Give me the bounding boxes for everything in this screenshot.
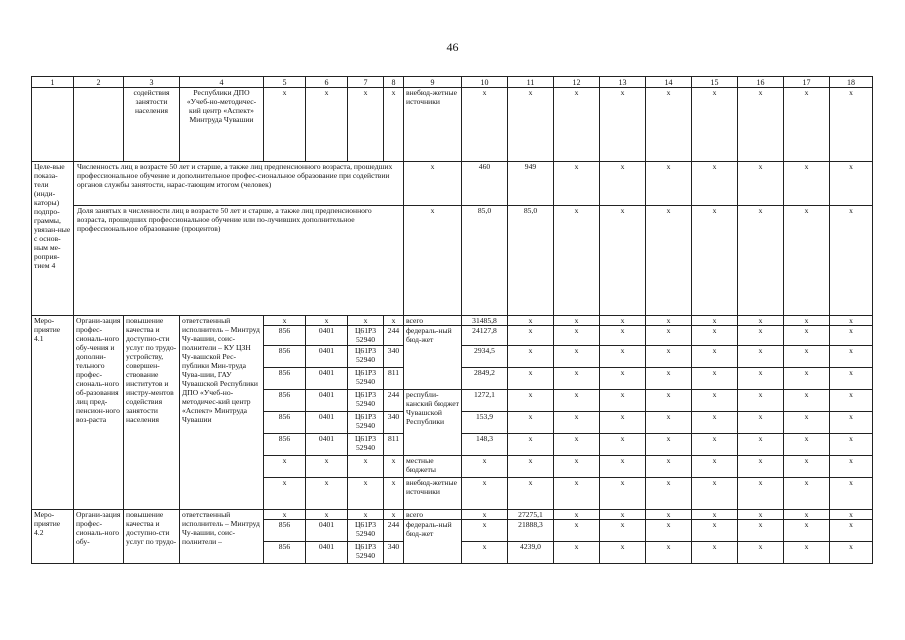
table-cell: x [830,206,873,316]
table-cell: x [554,412,600,434]
table-cell: x [554,520,600,542]
table-cell: x [830,478,873,510]
table-cell: x [692,368,738,390]
table-cell: x [830,412,873,434]
table-cell: x [738,520,784,542]
table-cell: x [738,390,784,412]
table-cell: x [692,456,738,478]
table-cell: x [600,326,646,346]
table-cell: x [738,456,784,478]
table-cell: x [306,316,348,326]
table-cell: x [600,434,646,456]
table-cell: x [264,478,306,510]
table-cell: x [348,510,384,520]
column-header: 2 [74,77,124,88]
table-cell: x [384,456,404,478]
table-row [32,162,873,206]
table-cell: x [554,206,600,316]
table-cell: x [738,88,784,162]
table-cell: x [738,510,784,520]
table-cell: 2934,5 [462,346,508,368]
table-cell: x [784,412,830,434]
measure-label: Меро-приятие 4.1 [32,316,74,510]
table-cell: x [508,326,554,346]
table-cell: x [600,456,646,478]
table-cell: x [508,456,554,478]
table-cell: 0401 [306,412,348,434]
column-header: 11 [508,77,554,88]
table-cell: x [554,434,600,456]
table-cell: x [692,390,738,412]
table-cell: x [384,316,404,326]
table-cell: республи-канский бюджет Чувашской Республики [404,390,462,456]
table-cell: x [646,478,692,510]
table-cell: x [784,520,830,542]
table-cell: x [646,346,692,368]
column-header: 13 [600,77,646,88]
table-cell: x [830,368,873,390]
table-cell: x [348,478,384,510]
table-cell: 0401 [306,390,348,412]
table-cell: x [646,510,692,520]
table-cell: x [600,346,646,368]
table-cell: x [600,520,646,542]
table-cell: x [600,478,646,510]
table-cell: содействия занятости населения [124,88,180,162]
page-number: 46 [446,40,459,54]
table-cell: 460 [462,162,508,206]
table-cell: x [784,162,830,206]
table-cell: x [554,316,600,326]
table-cell: x [830,510,873,520]
column-header: 6 [306,77,348,88]
table-cell: x [404,162,462,206]
table-cell: Ц61Р3 52940 [348,326,384,346]
column-header: 5 [264,77,306,88]
column-header: 16 [738,77,784,88]
table-cell: x [784,456,830,478]
table-cell: x [738,346,784,368]
table-cell: x [646,542,692,564]
table-cell: x [600,368,646,390]
table-cell: x [264,88,306,162]
table-cell: x [646,88,692,162]
table-cell: 856 [264,412,306,434]
table-cell: 856 [264,520,306,542]
table-cell: x [692,326,738,346]
table-cell: 340 [384,346,404,368]
table-cell: 0401 [306,520,348,542]
table-cell: x [554,162,600,206]
table-cell: 85,0 [508,206,554,316]
table-cell: 4239,0 [508,542,554,564]
table-cell: x [646,434,692,456]
table-cell: x [384,88,404,162]
table-cell: x [738,412,784,434]
table-cell: Ц61Р3 52940 [348,412,384,434]
table-cell: x [784,206,830,316]
table-cell: x [692,316,738,326]
table-cell: x [462,478,508,510]
table-cell: 811 [384,434,404,456]
table-cell: 340 [384,412,404,434]
table-cell: 85,0 [462,206,508,316]
table-cell: x [830,162,873,206]
table-cell: 0401 [306,542,348,564]
table-cell: Ц61Р3 52940 [348,346,384,368]
table-cell: x [784,368,830,390]
table-cell: x [384,510,404,520]
column-header: 17 [784,77,830,88]
table-cell: 2849,2 [462,368,508,390]
table-cell: 0401 [306,326,348,346]
table-cell: внебюд-жетные источники [404,88,462,162]
table-cell: 856 [264,542,306,564]
table-cell: Ц61Р3 52940 [348,542,384,564]
table-cell: 1272,1 [462,390,508,412]
table-cell: x [830,542,873,564]
table-cell: местные бюджеты [404,456,462,478]
table-cell: x [646,206,692,316]
table-cell: ответственный исполнитель – Минтруд Чу-вашии, соис-полнители – [180,510,264,564]
table-cell: x [830,434,873,456]
table-cell: x [600,206,646,316]
table-cell: x [508,88,554,162]
table-cell: x [462,510,508,520]
table-cell: x [554,346,600,368]
targets-label: Целе-вые показа-тели (инди-каторы) подпро-граммы, увязан-ные с основ-ным ме-роприя-тием 4 [32,162,74,316]
table-cell: x [784,88,830,162]
table-row [32,206,873,316]
table-cell: x [306,456,348,478]
table-cell: x [508,346,554,368]
table-cell: федераль-ный бюд-жет [404,520,462,564]
table-row [32,88,873,162]
table-cell: 811 [384,368,404,390]
table-cell: 0401 [306,368,348,390]
table-cell: x [830,456,873,478]
table-cell: x [830,326,873,346]
table-cell: x [306,510,348,520]
table-cell: Органи-зация профес-сиональ-ного обу- [74,510,124,564]
column-header: 14 [646,77,692,88]
budget-table [31,76,873,564]
table-cell: 31485,8 [462,316,508,326]
table-cell: x [784,326,830,346]
table-cell: x [830,520,873,542]
table-row [32,510,873,520]
table-cell: x [554,88,600,162]
table-cell: ответственный исполнитель – Минтруд Чу-вашии, соис-полнители – КУ ЦЗН Чу-вашской Рес-публики Мин-труда Чува-шии, ГАУ Чувашской Республики ДПО «Учеб-но-методичес-кий центр «Аспект» Минтруда Чувашии [180,316,264,510]
table-cell: x [692,542,738,564]
table-cell: Органи-зация профес-сиональ-ного обу-чения и дополни-тельного профес-сиональ-ного об-разования лиц пред-пенсион-ного воз-раста [74,316,124,510]
table-cell: x [508,434,554,456]
table-cell: x [348,456,384,478]
table-cell: x [462,456,508,478]
table-cell: x [348,316,384,326]
table-cell: x [738,478,784,510]
table-cell: x [646,316,692,326]
table-cell: x [554,368,600,390]
table-cell: x [508,316,554,326]
table-cell: 244 [384,520,404,542]
table-cell: повышение качества и доступно-сти услуг по трудо-устройству, совершен-ствование институтов и инстру-ментов содействия занятости населения [124,316,180,510]
table-cell: x [738,434,784,456]
table-cell: 856 [264,346,306,368]
table-cell: x [738,206,784,316]
table-cell: x [646,368,692,390]
table-cell: 0401 [306,346,348,368]
table-cell: x [646,456,692,478]
table-cell: x [692,88,738,162]
table-cell: Ц61Р3 52940 [348,390,384,412]
table-cell: 949 [508,162,554,206]
table-cell: x [830,390,873,412]
table-cell: x [600,390,646,412]
table-cell: x [692,346,738,368]
table-cell: x [384,478,404,510]
table-cell: x [554,542,600,564]
table-cell: x [264,316,306,326]
column-header: 9 [404,77,462,88]
table-cell: x [692,520,738,542]
table-cell: повышение качества и доступно-сти услуг по трудо- [124,510,180,564]
table-cell: x [508,368,554,390]
table-cell: 856 [264,434,306,456]
table-cell: x [738,162,784,206]
table-cell: x [646,162,692,206]
table-cell: 24127,8 [462,326,508,346]
table-cell: x [600,162,646,206]
table-cell: x [462,520,508,542]
measure-label: Меро-приятие 4.2 [32,510,74,564]
table-cell: 27275,1 [508,510,554,520]
table-cell: 244 [384,390,404,412]
column-header: 10 [462,77,508,88]
table-cell: Ц61Р3 52940 [348,434,384,456]
table-cell: Ц61Р3 52940 [348,368,384,390]
table-cell: x [554,456,600,478]
column-header: 8 [384,77,404,88]
table-cell: 244 [384,326,404,346]
table-cell: x [600,412,646,434]
table-cell: x [646,390,692,412]
header-row [32,77,873,88]
column-header: 1 [32,77,74,88]
table-cell [74,88,124,162]
column-header: 18 [830,77,873,88]
table-cell: всего [404,510,462,520]
table-cell: x [784,510,830,520]
table-cell: федераль-ный бюд-жет [404,326,462,390]
table-cell: x [264,456,306,478]
table-cell: x [692,162,738,206]
table-cell: x [306,88,348,162]
column-header: 4 [180,77,264,88]
table-cell: x [784,434,830,456]
table-cell: x [784,390,830,412]
table-cell: x [784,542,830,564]
table-cell: 148,3 [462,434,508,456]
table-cell: x [692,412,738,434]
target-indicator: Численность лиц в возрасте 50 лет и старше, а также лиц предпенсионного возраста, прошедших профессиональное обучение и дополнительное профес-сиональное образование при содействии органов службы занятости, нарас-тающим итогом (человек) [74,162,404,206]
table-cell: x [404,206,462,316]
table-cell: x [738,368,784,390]
table-cell: x [738,316,784,326]
table-cell: x [692,434,738,456]
table-cell: x [554,390,600,412]
table-cell: x [784,346,830,368]
table-cell: x [692,206,738,316]
table-cell: 856 [264,368,306,390]
target-indicator: Доля занятых в численности лиц в возрасте 50 лет и старше, а также лиц предпенсионного возраста, прошедших профессиональное обучение или по-лучивших дополнительное профессиональное образование (процентов) [74,206,404,316]
table-cell: x [830,346,873,368]
table-cell: x [264,510,306,520]
table-cell: x [784,316,830,326]
table-cell: x [554,326,600,346]
table-cell: x [692,478,738,510]
column-header: 3 [124,77,180,88]
table-cell: x [462,542,508,564]
table-cell: x [646,412,692,434]
column-header: 7 [348,77,384,88]
table-cell: x [306,478,348,510]
column-header: 12 [554,77,600,88]
table-row [32,316,873,326]
table-cell: x [784,478,830,510]
table-cell: 21888,3 [508,520,554,542]
column-header: 15 [692,77,738,88]
table-cell: x [462,88,508,162]
table-cell: x [600,88,646,162]
table-cell: Ц61Р3 52940 [348,520,384,542]
table-cell: x [600,316,646,326]
table-cell: x [830,88,873,162]
table-cell [32,88,74,162]
table-cell: x [600,510,646,520]
table-cell: x [508,390,554,412]
table-cell: 856 [264,326,306,346]
table-cell: x [508,412,554,434]
table-cell: x [738,326,784,346]
table-cell: 0401 [306,434,348,456]
table-cell: 153,9 [462,412,508,434]
table-cell: Республики ДПО «Учеб-но-методичес-кий центр «Аспект» Минтруда Чувашии [180,88,264,162]
table-cell: x [508,478,554,510]
table-cell: x [646,520,692,542]
table-cell: x [554,510,600,520]
table-cell: 340 [384,542,404,564]
table-cell: x [646,326,692,346]
table-cell: всего [404,316,462,326]
table-cell: x [692,510,738,520]
table-cell: 856 [264,390,306,412]
table-cell: x [738,542,784,564]
table-cell: x [348,88,384,162]
table-cell: внебюд-жетные источники [404,478,462,510]
table-cell: x [830,316,873,326]
table-cell: x [554,478,600,510]
table-cell: x [600,542,646,564]
